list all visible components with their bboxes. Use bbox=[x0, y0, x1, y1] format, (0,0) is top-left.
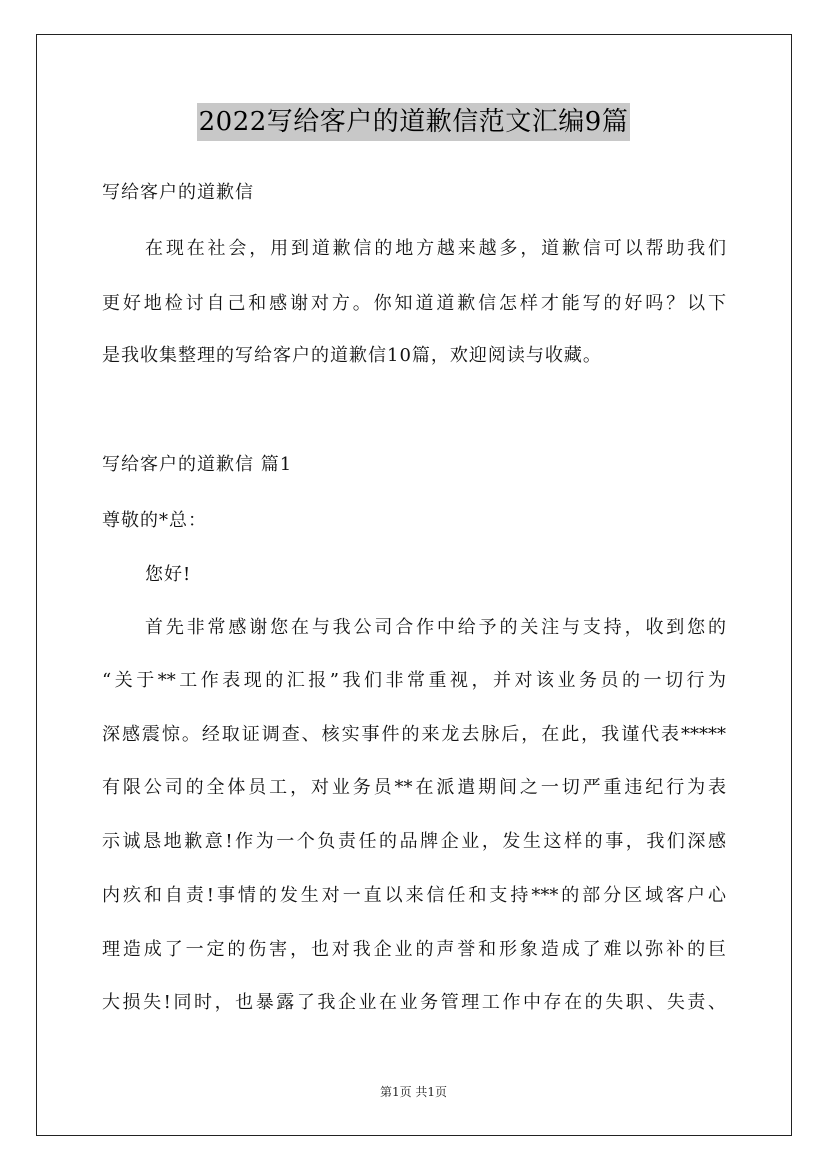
body-line-4: 有限公司的全体员工，对业务员**在派遣期间之一切严重违纪行为表 bbox=[102, 777, 726, 798]
body-line-8: 大损失!同时，也暴露了我企业在业务管理工作中存在的失职、失责、 bbox=[102, 992, 726, 1013]
section-heading: 写给客户的道歉信 篇1 bbox=[102, 454, 293, 475]
title-container bbox=[0, 103, 827, 141]
document-subtitle: 写给客户的道歉信 bbox=[102, 182, 254, 203]
body-line-2: “关于**工作表现的汇报”我们非常重视，并对该业务员的一切行为 bbox=[102, 670, 726, 691]
body-line-7: 理造成了一定的伤害，也对我企业的声誉和形象造成了难以弥补的巨 bbox=[102, 939, 726, 960]
body-line-3: 深感震惊。经取证调查、核实事件的来龙去脉后，在此，我谨代表***** bbox=[102, 724, 726, 745]
body-line-1: 首先非常感谢您在与我公司合作中给予的关注与支持，收到您的 bbox=[145, 617, 726, 638]
intro-line-1: 在现在社会，用到道歉信的地方越来越多，道歉信可以帮助我们 bbox=[145, 238, 726, 259]
body-line-6: 内疚和自责!事情的发生对一直以来信任和支持***的部分区域客户心 bbox=[102, 885, 726, 906]
salutation: 尊敬的*总： bbox=[102, 510, 207, 531]
intro-line-2: 更好地检讨自己和感谢对方。你知道道歉信怎样才能写的好吗？以下 bbox=[102, 293, 726, 314]
greeting: 您好! bbox=[145, 564, 192, 585]
document-title: 2022写给客户的道歉信范文汇编9篇 bbox=[197, 103, 631, 141]
page-footer: 第1页 共1页 bbox=[379, 1085, 448, 1099]
intro-line-3: 是我收集整理的写给客户的道歉信10篇，欢迎阅读与收藏。 bbox=[102, 345, 602, 366]
body-line-5: 示诚恳地歉意!作为一个负责任的品牌企业，发生这样的事，我们深感 bbox=[102, 831, 726, 852]
